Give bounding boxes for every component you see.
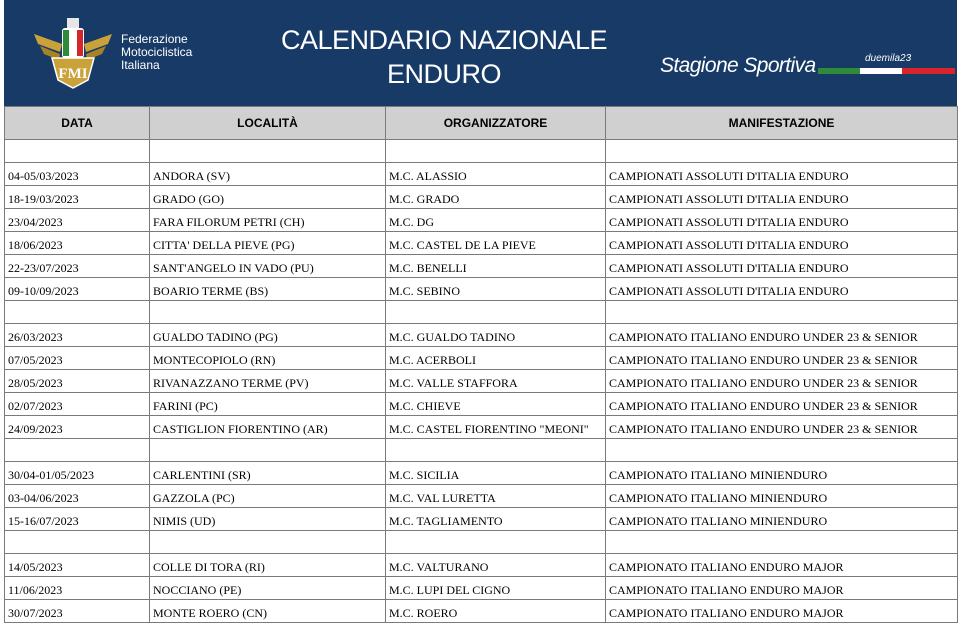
cell-event: CAMPIONATI ASSOLUTI D'ITALIA ENDURO <box>606 255 958 278</box>
cell-date <box>5 140 150 163</box>
cell-event <box>606 140 958 163</box>
column-header-manifestazione: MANIFESTAZIONE <box>606 107 958 140</box>
cell-location: FARA FILORUM PETRI (CH) <box>150 209 386 232</box>
header-banner <box>4 0 957 106</box>
cell-event: CAMPIONATO ITALIANO ENDURO UNDER 23 & SENIOR <box>606 393 958 416</box>
cell-organizer: M.C. ALASSIO <box>386 163 606 186</box>
cell-organizer: M.C. LUPI DEL CIGNO <box>386 577 606 600</box>
cell-location: FARINI (PC) <box>150 393 386 416</box>
cell-event: CAMPIONATO ITALIANO ENDURO MAJOR <box>606 577 958 600</box>
table-row <box>5 232 958 255</box>
cell-date: 02/07/2023 <box>5 393 150 416</box>
cell-organizer <box>386 301 606 324</box>
table-row <box>5 462 958 485</box>
table-row <box>5 485 958 508</box>
table-row <box>5 140 958 163</box>
column-header-organizzatore: ORGANIZZATORE <box>386 107 606 140</box>
cell-event: CAMPIONATI ASSOLUTI D'ITALIA ENDURO <box>606 163 958 186</box>
cell-event: CAMPIONATO ITALIANO ENDURO UNDER 23 & SENIOR <box>606 416 958 439</box>
cell-event: CAMPIONATO ITALIANO MINIENDURO <box>606 462 958 485</box>
table-row <box>5 600 958 623</box>
cell-date <box>5 301 150 324</box>
calendar-table <box>4 106 958 623</box>
cell-date: 28/05/2023 <box>5 370 150 393</box>
table-row <box>5 370 958 393</box>
table-row <box>5 163 958 186</box>
cell-location <box>150 301 386 324</box>
title-line-2: ENDURO <box>386 59 501 89</box>
cell-location: GRADO (GO) <box>150 186 386 209</box>
table-row <box>5 324 958 347</box>
page-title <box>254 23 634 91</box>
table-row <box>5 439 958 462</box>
cell-date: 24/09/2023 <box>5 416 150 439</box>
cell-organizer: M.C. ROERO <box>386 600 606 623</box>
cell-location: NOCCIANO (PE) <box>150 577 386 600</box>
cell-organizer: M.C. VALLE STAFFORA <box>386 370 606 393</box>
cell-event: CAMPIONATO ITALIANO MINIENDURO <box>606 508 958 531</box>
table-row <box>5 416 958 439</box>
table-row <box>5 278 958 301</box>
cell-event <box>606 301 958 324</box>
cell-event: CAMPIONATO ITALIANO ENDURO UNDER 23 & SENIOR <box>606 347 958 370</box>
cell-location <box>150 531 386 554</box>
cell-organizer <box>386 531 606 554</box>
cell-date: 15-16/07/2023 <box>5 508 150 531</box>
cell-event <box>606 531 958 554</box>
table-row <box>5 255 958 278</box>
table-row <box>5 508 958 531</box>
cell-event: CAMPIONATO ITALIANO MINIENDURO <box>606 485 958 508</box>
cell-date: 26/03/2023 <box>5 324 150 347</box>
cell-location: NIMIS (UD) <box>150 508 386 531</box>
cell-date: 04-05/03/2023 <box>5 163 150 186</box>
cell-date: 03-04/06/2023 <box>5 485 150 508</box>
cell-location <box>150 140 386 163</box>
title-line-1: CALENDARIO NAZIONALE <box>280 25 608 55</box>
cell-location: MONTE ROERO (CN) <box>150 600 386 623</box>
cell-date <box>5 439 150 462</box>
season-label: Stagione Sportiva <box>660 54 816 77</box>
table-row <box>5 301 958 324</box>
fmi-logo-icon <box>32 14 114 90</box>
cell-organizer: M.C. ACERBOLI <box>386 347 606 370</box>
cell-event: CAMPIONATI ASSOLUTI D'ITALIA ENDURO <box>606 186 958 209</box>
cell-date: 14/05/2023 <box>5 554 150 577</box>
cell-organizer: M.C. DG <box>386 209 606 232</box>
cell-organizer: M.C. CASTEL FIORENTINO "MEONI" <box>386 416 606 439</box>
cell-location: CITTA' DELLA PIEVE (PG) <box>150 232 386 255</box>
cell-organizer: M.C. CHIEVE <box>386 393 606 416</box>
cell-event: CAMPIONATO ITALIANO ENDURO MAJOR <box>606 600 958 623</box>
cell-date: 23/04/2023 <box>5 209 150 232</box>
table-row <box>5 531 958 554</box>
cell-location: ANDORA (SV) <box>150 163 386 186</box>
italian-flag-stripe-red <box>902 68 955 74</box>
cell-location: GUALDO TADINO (PG) <box>150 324 386 347</box>
cell-date: 07/05/2023 <box>5 347 150 370</box>
cell-event: CAMPIONATO ITALIANO ENDURO UNDER 23 & SENIOR <box>606 324 958 347</box>
cell-location: RIVANAZZANO TERME (PV) <box>150 370 386 393</box>
cell-date: 11/06/2023 <box>5 577 150 600</box>
table-row <box>5 186 958 209</box>
table-row <box>5 347 958 370</box>
federation-name: Federazione Motociclistica Italiana <box>121 32 193 72</box>
season-year: duemila23 <box>865 53 912 64</box>
cell-event: CAMPIONATO ITALIANO ENDURO MAJOR <box>606 554 958 577</box>
cell-location: BOARIO TERME (BS) <box>150 278 386 301</box>
column-header-data: DATA <box>5 107 150 140</box>
cell-location: CARLENTINI (SR) <box>150 462 386 485</box>
cell-event <box>606 439 958 462</box>
cell-organizer: M.C. SEBINO <box>386 278 606 301</box>
cell-date <box>5 531 150 554</box>
cell-organizer <box>386 140 606 163</box>
table-row <box>5 393 958 416</box>
cell-organizer: M.C. GRADO <box>386 186 606 209</box>
cell-organizer: M.C. TAGLIAMENTO <box>386 508 606 531</box>
cell-organizer: M.C. GUALDO TADINO <box>386 324 606 347</box>
cell-location: COLLE DI TORA (RI) <box>150 554 386 577</box>
cell-event: CAMPIONATI ASSOLUTI D'ITALIA ENDURO <box>606 278 958 301</box>
italian-flag-stripe-green <box>818 68 860 74</box>
column-header-localita: LOCALITÀ <box>150 107 386 140</box>
cell-date: 30/07/2023 <box>5 600 150 623</box>
cell-organizer: M.C. BENELLI <box>386 255 606 278</box>
cell-organizer <box>386 439 606 462</box>
cell-date: 18/06/2023 <box>5 232 150 255</box>
cell-date: 22-23/07/2023 <box>5 255 150 278</box>
table-body <box>5 140 958 623</box>
cell-event: CAMPIONATI ASSOLUTI D'ITALIA ENDURO <box>606 209 958 232</box>
logo-letters: FMI <box>58 66 88 82</box>
table-header-row <box>5 107 958 140</box>
cell-location: SANT'ANGELO IN VADO (PU) <box>150 255 386 278</box>
italian-flag-stripe-white <box>860 68 902 74</box>
cell-organizer: M.C. VALTURANO <box>386 554 606 577</box>
table-row <box>5 554 958 577</box>
cell-date: 30/04-01/05/2023 <box>5 462 150 485</box>
cell-event: CAMPIONATI ASSOLUTI D'ITALIA ENDURO <box>606 232 958 255</box>
cell-event: CAMPIONATO ITALIANO ENDURO UNDER 23 & SENIOR <box>606 370 958 393</box>
cell-date: 18-19/03/2023 <box>5 186 150 209</box>
cell-date: 09-10/09/2023 <box>5 278 150 301</box>
cell-organizer: M.C. SICILIA <box>386 462 606 485</box>
table-row <box>5 577 958 600</box>
cell-location: CASTIGLION FIORENTINO (AR) <box>150 416 386 439</box>
cell-organizer: M.C. VAL LURETTA <box>386 485 606 508</box>
cell-location: GAZZOLA (PC) <box>150 485 386 508</box>
cell-organizer: M.C. CASTEL DE LA PIEVE <box>386 232 606 255</box>
cell-location <box>150 439 386 462</box>
cell-location: MONTECOPIOLO (RN) <box>150 347 386 370</box>
table-row <box>5 209 958 232</box>
